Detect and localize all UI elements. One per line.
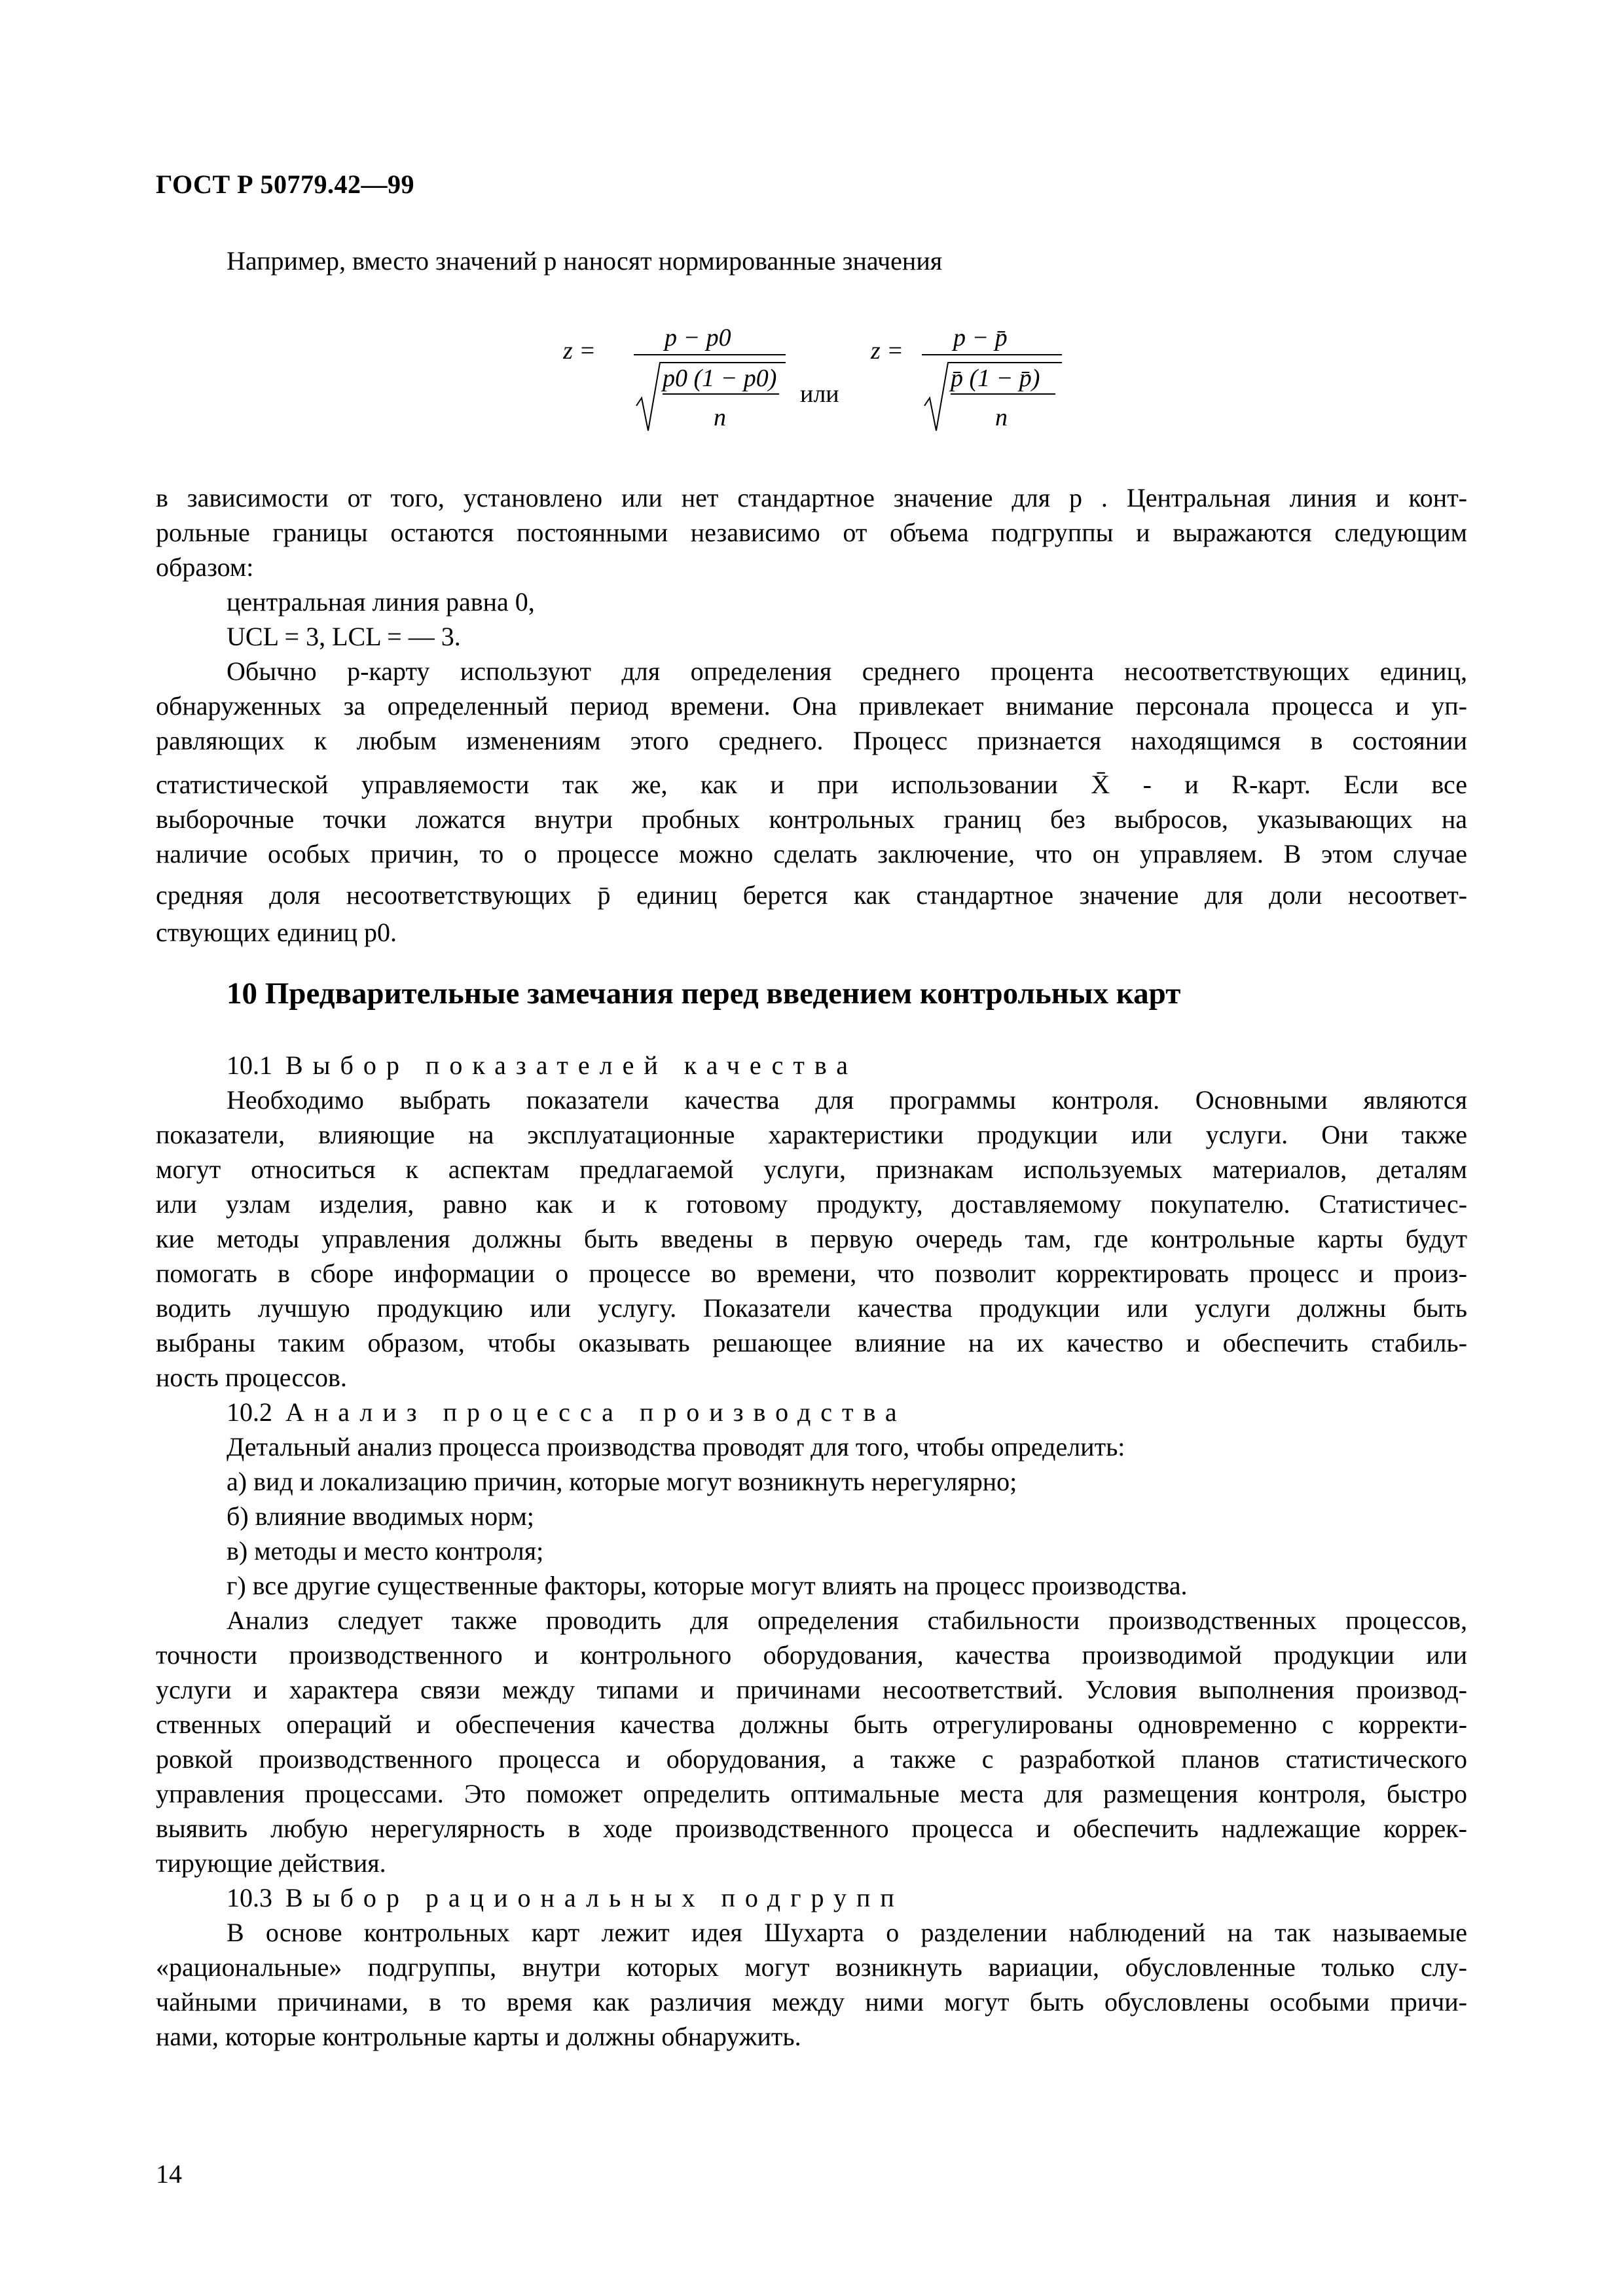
text-line: средняя доля несоответствующих p̄ единиц берется как стандартное значение для доли несоответ- (156, 880, 1467, 910)
list-item: в) методы и место контроля; (227, 1536, 544, 1566)
text-line: или узлам изделия, равно как и к готовому продукту, доставляемому покупателю. Статистичес- (156, 1189, 1467, 1219)
subsection-label: Выбор показателей качества (285, 1050, 858, 1080)
page-number: 14 (156, 2159, 182, 2189)
text-line: Анализ следует также проводить для определения стабильности производственных процессов, (227, 1605, 1467, 1635)
text-line: помогать в сборе информации о процессе во времени, что позволит корректировать процесс и произ- (156, 1259, 1467, 1288)
formula-z-left: z = (563, 337, 596, 365)
text-line: кие методы управления должны быть введены в первую очередь там, где контрольные карты будут (156, 1224, 1467, 1253)
text-line: равляющих к любым изменениям этого среднего. Процесс признается находящимся в состоянии (156, 726, 1467, 755)
text-line: могут относиться к аспектам предлагаемой услуги, признакам используемых материалов, деталям (156, 1155, 1467, 1184)
text-line: ровкой производственного процесса и оборудования, а также с разработкой планов статистического (156, 1744, 1467, 1774)
formula-numerator-right: p − p̄ (953, 324, 1008, 351)
control-limits-text: UCL = 3, LCL = — 3. (227, 622, 461, 651)
text-line: образом: (156, 552, 254, 582)
formula-numerator-left: p − p0 (665, 324, 731, 351)
text-line: тирующие действия. (156, 1848, 386, 1878)
subsection-title (227, 1395, 907, 1429)
text-line: в зависимости от того, установлено или нет стандартное значение для p . Центральная линия и конт- (156, 483, 1467, 512)
formula-z-right: z = (871, 337, 903, 365)
text-line: «рациональные» подгруппы, внутри которых могут возникнуть вариации, обусловленные только слу- (156, 1952, 1467, 1982)
text-line: Обычно p-карту используют для определения среднего процента несоответствующих единиц, (227, 656, 1467, 686)
list-item: г) все другие существенные факторы, которые могут влиять на процесс производства. (227, 1571, 1188, 1600)
text-line: выбраны таким образом, чтобы оказывать решающее влияние на их качество и обеспечить стабиль- (156, 1328, 1467, 1357)
list-item: а) вид и локализацию причин, которые могут возникнуть нерегулярно; (227, 1467, 1017, 1496)
text-line: В основе контрольных карт лежит идея Шухарта о разделении наблюдений на так называемые (227, 1918, 1467, 1947)
text-line: выявить любую нерегулярность в ходе производственного процесса и обеспечить надлежащие коррек- (156, 1814, 1467, 1843)
text-line: показатели, влияющие на эксплуатационные характеристики продукции или услуги. Они также (156, 1120, 1467, 1149)
formula-denominator-right: p̄ (1 − p̄) (951, 365, 1040, 392)
text-line: услуги и характера связи между типами и причинами несоответствий. Условия выполнения производ- (156, 1675, 1467, 1704)
text-line: ственных операций и обеспечения качества должны быть отрегулированы одновременно с корректи- (156, 1710, 1467, 1739)
text-line: Необходимо выбрать показатели качества для программы контроля. Основными являются (227, 1085, 1467, 1115)
text-line: ность процессов. (156, 1363, 347, 1392)
formula-connector: или (800, 380, 839, 408)
subsection-number: 10.3 (227, 1883, 272, 1912)
text-line: обнаруженных за определенный период времени. Она привлекает внимание персонала процесса и уп- (156, 691, 1467, 721)
subsection-number: 10.2 (227, 1397, 272, 1427)
text-line: выборочные точки ложатся внутри пробных контрольных границ без выбросов, указывающих на (156, 804, 1467, 834)
normalized-value-formulas (563, 321, 1087, 439)
subsection-label: Анализ процесса производства (285, 1397, 907, 1427)
text-line: точности производственного и контрольного оборудования, качества производимой продукции или (156, 1640, 1467, 1670)
intro-line: Например, вместо значений p наносят нормированные значения (227, 246, 943, 276)
standard-number-header: ГОСТ Р 50779.42—99 (156, 170, 415, 199)
text-line: Детальный анализ процесса производства проводят для того, чтобы определить: (227, 1432, 1125, 1462)
text-line: ствующих единиц p0. (156, 918, 397, 947)
formula-denominator-left: p0 (1 − p0) (663, 365, 777, 392)
list-item: б) влияние вводимых норм; (227, 1501, 534, 1531)
formula-n-right: n (995, 404, 1008, 431)
subsection-title (227, 1048, 858, 1083)
text-line: нами, которые контрольные карты и должны обнаружить. (156, 2022, 801, 2051)
text-line: водить лучшую продукцию или услугу. Показатели качества продукции или услуги должны быть (156, 1293, 1467, 1323)
formula-n-left: n (714, 404, 726, 431)
text-line: чайными причинами, в то время как различия между ними могут быть обусловлены особыми причи- (156, 1987, 1467, 2017)
text-line: наличие особых причин, то о процессе можно сделать заключение, что он управляем. В этом случае (156, 839, 1467, 869)
text-line: рольные границы остаются постоянными независимо от объема подгруппы и выражаются следующим (156, 518, 1467, 547)
text-line: статистической управляемости так же, как и при использовании X̄ - и R-карт. Если все (156, 770, 1467, 799)
subsection-title (227, 1880, 904, 1915)
center-line-text: центральная линия равна 0, (227, 587, 535, 617)
section-heading: 10 Предварительные замечания перед введением контрольных карт (227, 977, 1181, 1011)
subsection-number: 10.1 (227, 1050, 272, 1080)
subsection-label: Выбор рациональных подгрупп (285, 1883, 904, 1912)
text-line: управления процессами. Это поможет определить оптимальные места для размещения контроля, быстро (156, 1779, 1467, 1808)
